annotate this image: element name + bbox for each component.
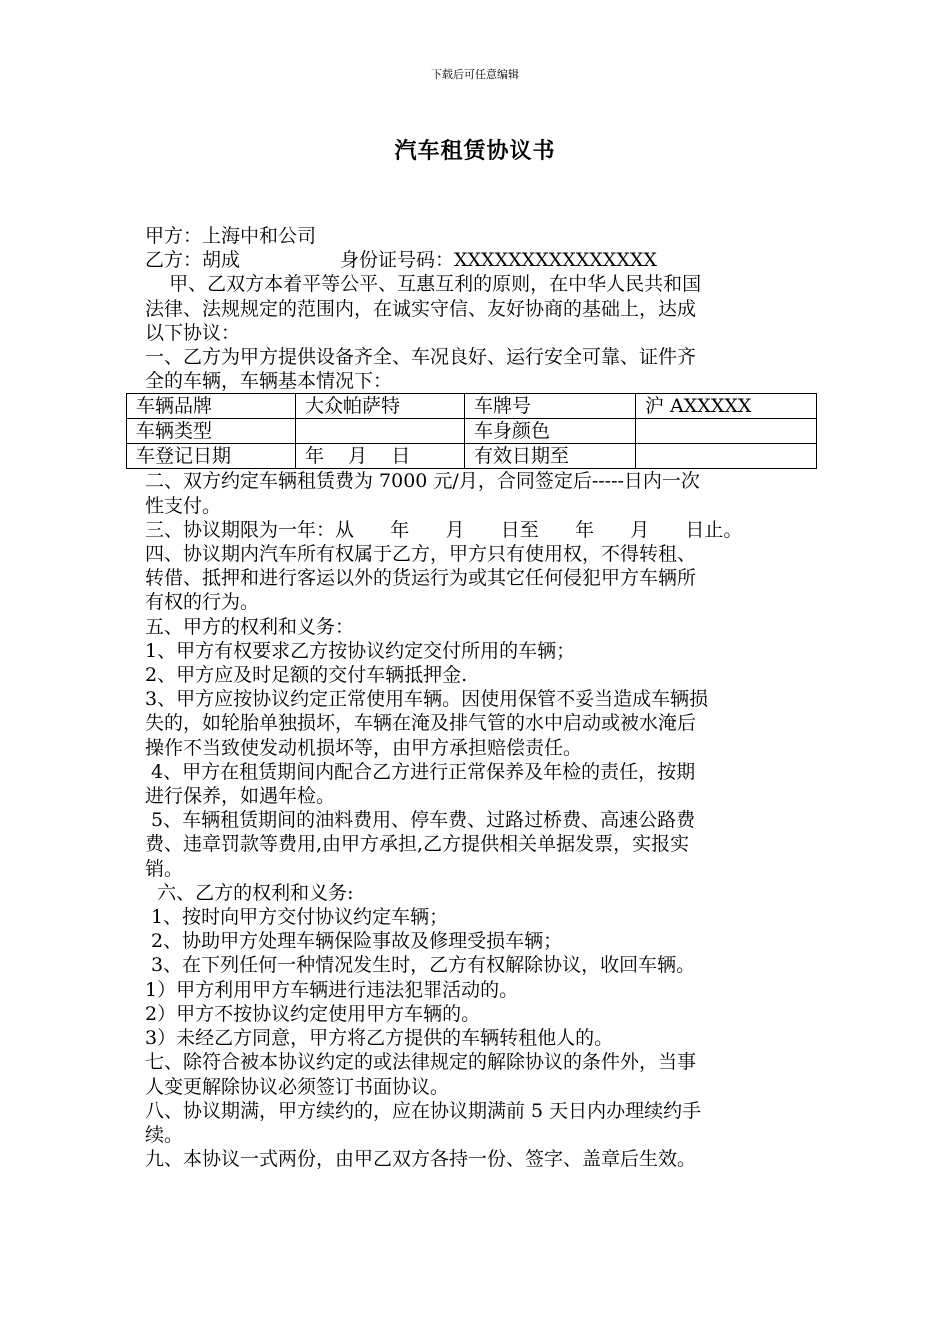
table-cell: 大众帕萨特 bbox=[296, 394, 465, 419]
body-line: 八、协议期满，甲方续约的，应在协议期满前 5 天日内办理续约手 bbox=[145, 1099, 702, 1122]
table-row bbox=[127, 394, 817, 419]
body-line: 1、甲方有权要求乙方按协议约定交付所用的车辆； bbox=[145, 639, 576, 662]
body-line: 2、甲方应及时足额的交付车辆抵押金. bbox=[145, 664, 468, 687]
body-line: 七、除符合被本协议约定的或法律规定的解除协议的条件外，当事 bbox=[145, 1051, 697, 1074]
clause-1-line: 一、乙方为甲方提供设备齐全、车况良好、运行安全可靠、证件齐 bbox=[145, 346, 697, 369]
body-line: 费、违章罚款等费用,由甲方承担,乙方提供相关单据发票，实报实 bbox=[145, 833, 690, 856]
body-line: 进行保养，如遇年检。 bbox=[145, 785, 336, 808]
intro-line: 甲、乙双方本着平等公平、互惠互利的原则，在中华人民共和国 bbox=[145, 273, 702, 296]
body-line: 2、协助甲方处理车辆保险事故及修理受损车辆； bbox=[145, 930, 563, 953]
table-cell bbox=[296, 419, 465, 444]
table-cell: 年 月 日 bbox=[296, 444, 465, 469]
table-cell: 车辆类型 bbox=[127, 419, 296, 444]
table-cell: 车登记日期 bbox=[127, 444, 296, 469]
body-line: 五、甲方的权利和义务： bbox=[145, 615, 355, 638]
body-line: 3、甲方应按协议约定正常使用车辆。因使用保管不妥当造成车辆损 bbox=[145, 688, 709, 711]
body-line: 三、协议期限为一年：从 年 月 日至 年 月 日止。 bbox=[145, 518, 743, 541]
header-note: 下载后可任意编辑 bbox=[431, 68, 519, 81]
intro-line: 以下协议： bbox=[145, 321, 241, 344]
body-line: 有权的行为。 bbox=[145, 591, 260, 614]
body-line: 2）甲方不按协议约定使用甲方车辆的。 bbox=[145, 1002, 481, 1025]
table-cell bbox=[636, 419, 817, 444]
document-body bbox=[136, 224, 815, 1171]
table-cell: 车身颜色 bbox=[465, 419, 636, 444]
table-cell bbox=[636, 444, 817, 469]
body-line: 人变更解除协议必须签订书面协议。 bbox=[145, 1075, 450, 1098]
party-b-id: 身份证号码：XXXXXXXXXXXXXXX bbox=[340, 249, 657, 272]
table-row bbox=[127, 419, 817, 444]
body-line: 九、本协议一式两份，由甲乙双方各持一份、签字、盖章后生效。 bbox=[145, 1148, 697, 1171]
party-b-name: 乙方：胡成 bbox=[145, 249, 241, 272]
table-cell: 沪 AXXXXX bbox=[636, 394, 817, 419]
body-line: 3）未经乙方同意，甲方将乙方提供的车辆转租他人的。 bbox=[145, 1027, 614, 1050]
party-a: 甲方：上海中和公司 bbox=[145, 225, 317, 247]
body-line: 1）甲方利用甲方车辆进行违法犯罪活动的。 bbox=[145, 978, 519, 1001]
body-line: 4、甲方在租赁期间内配合乙方进行正常保养及年检的责任，按期 bbox=[145, 760, 696, 783]
table-cell: 车牌号 bbox=[465, 394, 636, 419]
body-line: 六、乙方的权利和义务: bbox=[145, 881, 354, 904]
clause-1-line: 全的车辆，车辆基本情况下： bbox=[145, 370, 393, 393]
body-line: 失的，如轮胎单独损坏，车辆在淹及排气管的水中启动或被水淹后 bbox=[145, 712, 697, 735]
table-cell: 有效日期至 bbox=[465, 444, 636, 469]
body-line: 操作不当致使发动机损坏等，由甲方承担赔偿责任。 bbox=[145, 736, 583, 759]
body-line: 二、双方约定车辆租赁费为 7000 元/月，合同签定后-----日内一次 bbox=[145, 470, 700, 493]
document-title: 汽车租赁协议书 bbox=[394, 138, 556, 164]
body-line: 销。 bbox=[145, 857, 184, 880]
body-line: 5、车辆租赁期间的油料费用、停车费、过路过桥费、高速公路费 bbox=[145, 809, 696, 832]
body-line: 3、在下列任何一种情况发生时，乙方有权解除协议，收回车辆。 bbox=[145, 954, 696, 977]
body-line: 四、协议期内汽车所有权属于乙方，甲方只有使用权，不得转租、 bbox=[145, 543, 697, 566]
vehicle-info-table bbox=[126, 393, 817, 469]
body-line: 性支付。 bbox=[145, 494, 222, 517]
body-line: 转借、抵押和进行客运以外的货运行为或其它任何侵犯甲方车辆所 bbox=[145, 567, 697, 590]
party-b bbox=[145, 248, 815, 272]
body-line: 1、按时向甲方交付协议约定车辆； bbox=[145, 906, 449, 929]
body-line: 续。 bbox=[145, 1123, 184, 1146]
intro-line: 法律、法规规定的范围内，在诚实守信、友好协商的基础上，达成 bbox=[145, 297, 697, 320]
table-cell: 车辆品牌 bbox=[127, 394, 296, 419]
table-row bbox=[127, 444, 817, 469]
